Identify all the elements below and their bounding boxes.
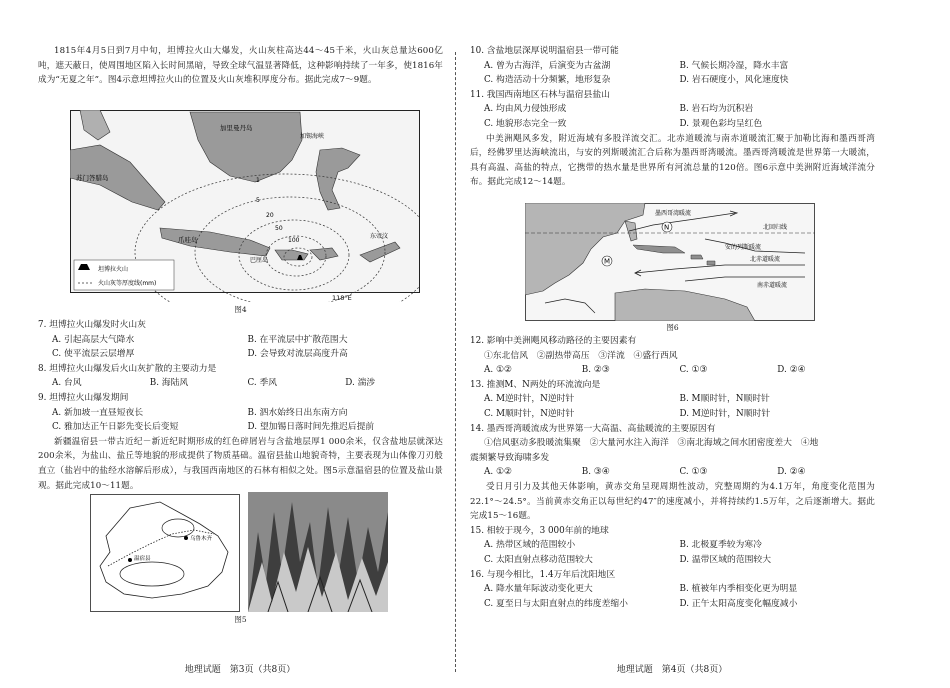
q9-option-c[interactable]: C. 雅加达正午日影先变长后变短 xyxy=(52,422,179,433)
q13-option-d[interactable]: D. M逆时针，N顺时针 xyxy=(679,408,771,419)
q10-option-b[interactable]: B. 气候长期冷湿，降水丰富 xyxy=(679,60,789,71)
q14-option-b[interactable]: B. ③④ xyxy=(581,467,610,478)
label-118e: 118°E xyxy=(332,294,352,302)
figure-6-current-map xyxy=(525,203,815,321)
q15-option-a[interactable]: A. 热带区域的范围较小 xyxy=(484,540,576,551)
intro-q10-11: 新疆温宿县一带古近纪－新近纪时期形成的红色碎屑岩与含盐地层厚1 000余米，仅含盐地层就深达200余米，为盐山、盐丘等地貌的形成提供了物质基础。温宿县盐山地貌奇特，主要表现为山体像刀刃般直立（盐岩中的盐经水溶解后形成），与我国西南地区的石林有相似之处。图5示意温宿县的位置及盐山景观。据此完成10～11题。 xyxy=(38,436,443,491)
label-bali: 巴厘岛 xyxy=(250,257,269,264)
label-makassar-strait: 加锡海峡 xyxy=(300,133,325,140)
q14-stem: 14. 墨西哥湾暖流成为世界第一大高温、高盐暖流的主要原因有 xyxy=(470,423,716,434)
q11-option-c[interactable]: C. 地貌形态完全一致 xyxy=(484,118,567,129)
label-kalimantan: 加里曼丹岛 xyxy=(220,124,253,132)
q14-items-cont: 震频繁导致海啸多发 xyxy=(470,452,550,463)
q9-stem: 9. 坦博拉火山爆发期间 xyxy=(38,392,129,403)
q14-items: ①信风驱动多股暖流集聚 ②大量河水注入海洋 ③南北海域之间水团密度差大 ④地 xyxy=(484,438,819,449)
label-antilles: 安的列斯暖流 xyxy=(725,244,762,251)
page-divider xyxy=(455,52,456,672)
q15-option-b[interactable]: B. 北极夏季较为寒冷 xyxy=(679,540,762,551)
q15-stem: 15. 相较于现今，3 000年前的地球 xyxy=(470,525,609,536)
q8-stem: 8. 坦博拉火山爆发后火山灰扩散的主要动力是 xyxy=(38,363,217,374)
q15-option-c[interactable]: C. 太阳直射点移动范围较大 xyxy=(484,554,593,565)
figure-5-salt-mountain-photo xyxy=(248,492,388,612)
figure-5-caption: 图5 xyxy=(234,615,247,624)
intro-q12-14: 中美洲飓风多发，附近海域有多股洋流交汇。北赤道暖流与南赤道暖流汇聚于加勒比海和墨西哥湾后，经佛罗里达海峡流出，与安的列斯暖流汇合后称为墨西哥湾暖流。墨西哥湾暖流是世界第一大暖流，具有高温、高盐的特点，它携带的热水量是世界所有河流总量的120倍。图6示意中美洲附近海域洋流分布。据此完成12～14题。 xyxy=(470,133,875,188)
label-java: 爪哇岛 xyxy=(178,236,198,244)
q7-option-d[interactable]: D. 会导致对流层高度升高 xyxy=(247,349,348,360)
figure-4-map xyxy=(70,110,420,302)
legend-isopach: 火山灰等厚度线(mm) xyxy=(98,280,157,287)
q12-option-b[interactable]: B. ②③ xyxy=(581,365,610,376)
isoline-50: 50 xyxy=(275,225,283,232)
label-sumatra: 苏门答腊岛 xyxy=(76,174,109,182)
q14-option-d[interactable]: D. ②④ xyxy=(777,467,806,478)
right-page-footer: 地理试题 第4页（共8页） xyxy=(616,665,728,675)
q8-option-c[interactable]: C. 季风 xyxy=(247,378,278,389)
figure-4-caption: 图4 xyxy=(234,305,247,314)
label-n: N xyxy=(664,223,670,232)
q8-option-b[interactable]: B. 海陆风 xyxy=(149,378,189,389)
q10-option-c[interactable]: C. 构造活动十分频繁，地形复杂 xyxy=(484,75,611,86)
label-m: M xyxy=(604,257,611,266)
label-north-equatorial: 北赤道暖流 xyxy=(750,256,781,263)
intro-q15-16: 受日月引力及其他天体影响，黄赤交角呈现周期性波动，究整周期约为4.1万年，角度变化范围为22.1°～24.5°。当前黄赤交角正以每世纪约47″的速度减小，并将持续约1.5万年，之后逐渐增大。据此完成15～16题。 xyxy=(470,481,875,522)
q16-option-b[interactable]: B. 植被年内季相变化更为明显 xyxy=(679,584,798,595)
q7-option-b[interactable]: B. 在平流层中扩散范围大 xyxy=(247,334,348,345)
figure-5-xinjiang-map xyxy=(90,494,240,612)
q14-option-c[interactable]: C. ①③ xyxy=(679,467,708,478)
q7-option-a[interactable]: A. 引起高层大气降水 xyxy=(52,334,135,345)
q12-option-d[interactable]: D. ②④ xyxy=(777,365,806,376)
q12-items: ①东北信风 ②副热带高压 ③洋流 ④盛行西风 xyxy=(484,350,678,361)
q11-stem: 11. 我国西南地区石林与温宿县盐山 xyxy=(470,89,610,100)
isoline-20: 20 xyxy=(266,212,274,219)
q12-option-c[interactable]: C. ①③ xyxy=(679,365,708,376)
q16-stem: 16. 与现今相比，1.4万年后沈阳地区 xyxy=(470,569,616,580)
q10-option-a[interactable]: A. 曾为古海洋，后演变为古盆湖 xyxy=(484,60,611,71)
right-page xyxy=(470,0,875,688)
left-page-footer: 地理试题 第3页（共8页） xyxy=(184,665,296,675)
figure-6-caption: 图6 xyxy=(666,323,679,332)
q11-option-d[interactable]: D. 景观色彩均呈红色 xyxy=(679,118,763,129)
q9-option-a[interactable]: A. 新加坡一直昼短夜长 xyxy=(52,407,144,418)
intro-q7-9: 1815年4月5日到7月中旬，坦博拉火山大爆发，火山灰柱高达44～45千米，火山灰总量达600亿吨，遮天蔽日，使周围地区陷入长时间黑暗，导致全球气温显著降低，这种影响持续了一年多，使1816年成为“无夏之年”。图4示意坦博拉火山的位置及火山灰堆积厚度分布。据此完成7～9题。 xyxy=(38,46,443,86)
q16-option-d[interactable]: D. 正午太阳高度变化幅度减小 xyxy=(679,598,798,609)
isoline-100: 100 xyxy=(288,237,300,244)
q16-option-c[interactable]: C. 夏至日与太阳直射点的纬度差缩小 xyxy=(484,598,628,609)
q16-option-a[interactable]: A. 降水量年际波动变化更大 xyxy=(484,584,593,595)
isoline-5: 5 xyxy=(256,197,260,204)
q8-option-a[interactable]: A. 台风 xyxy=(52,378,82,389)
label-east-timor: 东帝汶 xyxy=(370,233,389,240)
q9-option-d[interactable]: D. 望加锡日落时间先推迟后提前 xyxy=(247,422,375,433)
label-tropic-of-cancer: 北回归线 xyxy=(763,224,788,231)
label-wensu: 温宿县 xyxy=(134,556,151,562)
q7-option-c[interactable]: C. 使平流层云层增厚 xyxy=(52,349,135,360)
q14-option-a[interactable]: A. ①② xyxy=(484,467,512,478)
q11-option-a[interactable]: A. 均由风力侵蚀形成 xyxy=(484,104,567,115)
isoline-1: 1 xyxy=(256,177,260,184)
label-gulf-stream: 墨西哥湾暖流 xyxy=(655,210,692,217)
q13-stem: 13. 推测M、N两处的环流流向是 xyxy=(470,379,601,390)
left-page xyxy=(38,0,443,688)
q7-stem: 7. 坦博拉火山爆发时火山灰 xyxy=(38,320,146,330)
q10-stem: 10. 含盐地层深厚说明温宿县一带可能 xyxy=(470,46,619,56)
q13-option-a[interactable]: A. M逆时针，N逆时针 xyxy=(484,394,575,405)
q12-option-a[interactable]: A. ①② xyxy=(484,365,512,376)
legend-volcano: 坦博拉火山 xyxy=(98,266,129,273)
q15-option-d[interactable]: D. 温带区域的范围较大 xyxy=(679,554,772,565)
q13-option-b[interactable]: B. M顺时针，N顺时针 xyxy=(679,394,770,405)
q8-option-d[interactable]: D. 湍涉 xyxy=(345,378,376,389)
q11-option-b[interactable]: B. 岩石均为沉积岩 xyxy=(679,104,754,115)
q12-stem: 12. 影响中美洲飓风移动路径的主要因素有 xyxy=(470,336,637,346)
q9-option-b[interactable]: B. 泗水始终日出东南方向 xyxy=(247,407,348,418)
label-urumqi: 乌鲁木齐 xyxy=(190,536,213,542)
q10-option-d[interactable]: D. 岩石硬度小，风化速度快 xyxy=(679,75,789,86)
q13-option-c[interactable]: C. M顺时针，N逆时针 xyxy=(484,408,575,419)
label-south-equatorial: 南赤道暖流 xyxy=(757,282,788,289)
